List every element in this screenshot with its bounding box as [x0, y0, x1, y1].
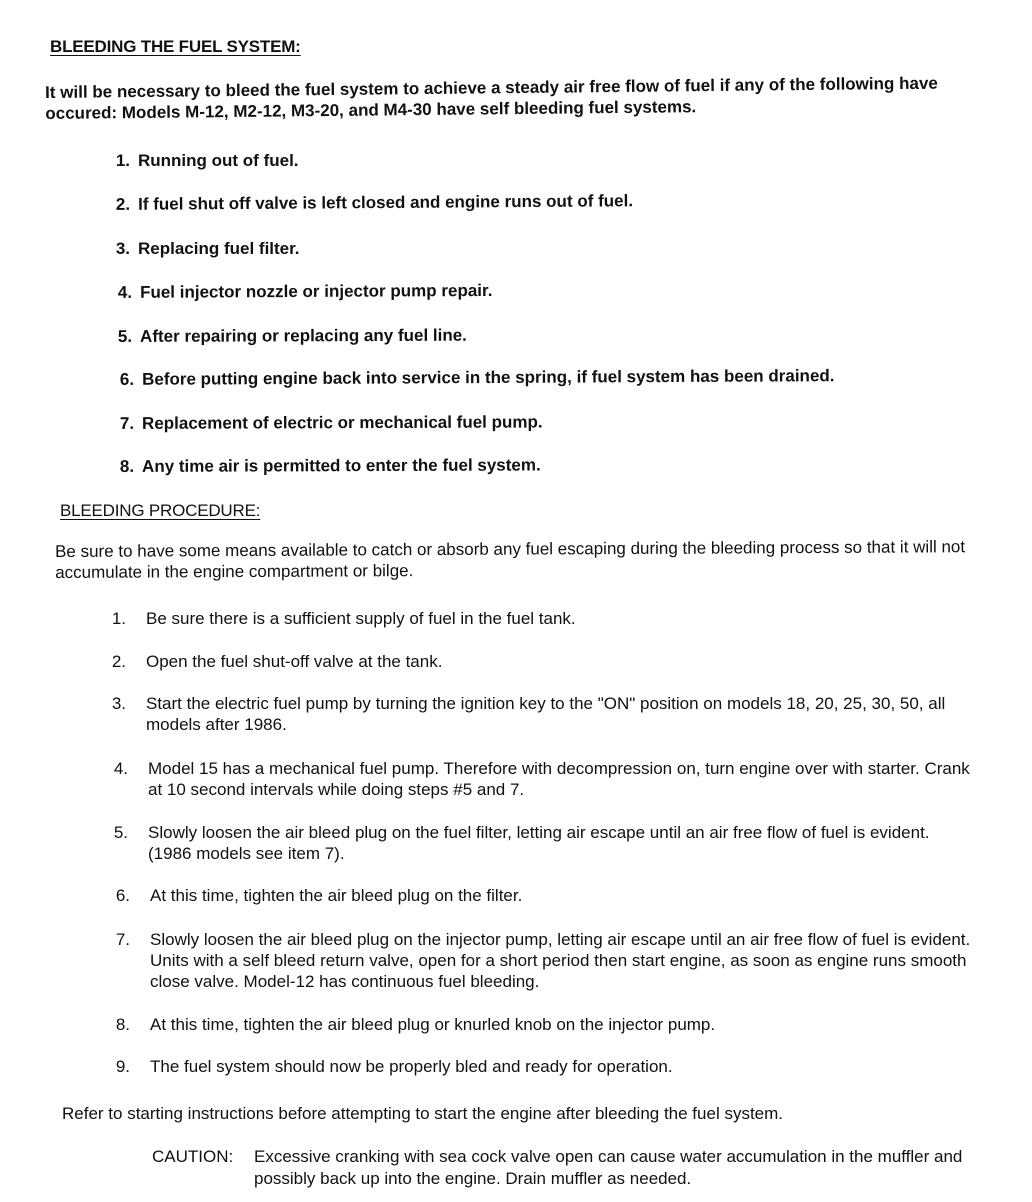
refer-note: Refer to starting instructions before attempting to start the engine after bleeding the fuel system. [62, 1104, 784, 1123]
list-item-number: 6. [115, 886, 130, 905]
list-item-number: 7. [115, 930, 130, 949]
list-item [102, 323, 982, 346]
list-item-number: 3. [115, 239, 130, 258]
list-item-text: Start the electric fuel pump by turning the ignition key to the "ON" position on models 18, 20, 25, 30, 50, all models after 1986. [146, 694, 946, 734]
list-item-number: 6. [119, 369, 135, 389]
section-heading-bleeding-fuel-system: BLEEDING THE FUEL SYSTEM: [50, 37, 301, 56]
section-intro-bleeding-procedure: Be sure to have some means available to catch or absorb any fuel escaping during the bleeding process so that it will not accumulate in the engine compartment or bilge. [55, 537, 966, 582]
list-item [104, 453, 984, 476]
list-item-text: Slowly loosen the air bleed plug on the injector pump, letting air escape until an air free flow of fuel is evident. Units with a self bleed return valve, open for a short period then start engine, as soon as engine runs smooth close valve. Model-12 has continuous fuel bleeding. [150, 930, 971, 991]
list-item [102, 277, 982, 302]
list-item-number: 8. [119, 456, 135, 476]
list-item-text: At this time, tighten the air bleed plug or knurled knob on the injector pump. [150, 1015, 716, 1034]
list-item-text: Replacement of electric or mechanical fuel pump. [142, 412, 543, 433]
list-item-text: Slowly loosen the air bleed plug on the fuel filter, letting air escape until an air free flow of fuel is evident. (1986 models see item 7). [148, 823, 930, 863]
list-item-text: Replacing fuel filter. [138, 239, 300, 258]
list-item [104, 410, 984, 433]
list-item-number: 2. [115, 194, 131, 214]
section-heading-bleeding-procedure: BLEEDING PROCEDURE: [60, 501, 261, 520]
section-intro-bleeding-fuel-system: It will be necessary to bleed the fuel system to achieve a steady air free flow of fuel if any of the following have occured: Models M-12, M2-12, M3-20, and M4-30 have self bleeding fuel systems. [45, 73, 938, 123]
list-item-number: 4. [113, 759, 128, 778]
list-item-number: 1. [115, 151, 130, 170]
list-item-text: Be sure there is a sufficient supply of fuel in the fuel tank. [146, 609, 576, 628]
list-item-text: After repairing or replacing any fuel line. [140, 325, 467, 346]
list-item-text: Any time air is permitted to enter the fuel system. [142, 455, 541, 476]
list-item [104, 364, 984, 389]
list-item-number: 5. [117, 326, 133, 346]
list-item-text: Running out of fuel. [138, 151, 299, 170]
list-item-text: At this time, tighten the air bleed plug on the filter. [150, 886, 523, 905]
list-item-text: Fuel injector nozzle or injector pump repair. [140, 280, 493, 302]
caution-text: Excessive cranking with sea cock valve open can cause water accumulation in the muffler and possibly back up into the engine. Drain muffler as needed. [254, 1147, 963, 1188]
caution-label: CAUTION: [152, 1147, 234, 1166]
list-item-text: The fuel system should now be properly bled and ready for operation. [150, 1057, 673, 1076]
list-item-number: 2. [111, 652, 126, 671]
list-item-number: 3. [111, 694, 126, 713]
list-item-text: Model 15 has a mechanical fuel pump. Therefore with decompression on, turn engine over with starter. Crank at 10 second intervals while doing steps #5 and 7. [148, 759, 970, 799]
list-item-number: 7. [119, 413, 135, 433]
list-item-number: 8. [115, 1015, 130, 1034]
list-item-number: 5. [113, 823, 128, 842]
list-item-text: Before putting engine back into service in the spring, if fuel system has been drained. [142, 366, 835, 389]
list-item-number: 1. [111, 609, 126, 628]
list-item-number: 4. [117, 282, 133, 302]
list-item-text: Open the fuel shut-off valve at the tank. [146, 652, 443, 671]
list-item [100, 188, 980, 214]
list-item-text: If fuel shut off valve is left closed and engine runs out of fuel. [138, 191, 634, 214]
list-item-number: 9. [115, 1057, 130, 1076]
